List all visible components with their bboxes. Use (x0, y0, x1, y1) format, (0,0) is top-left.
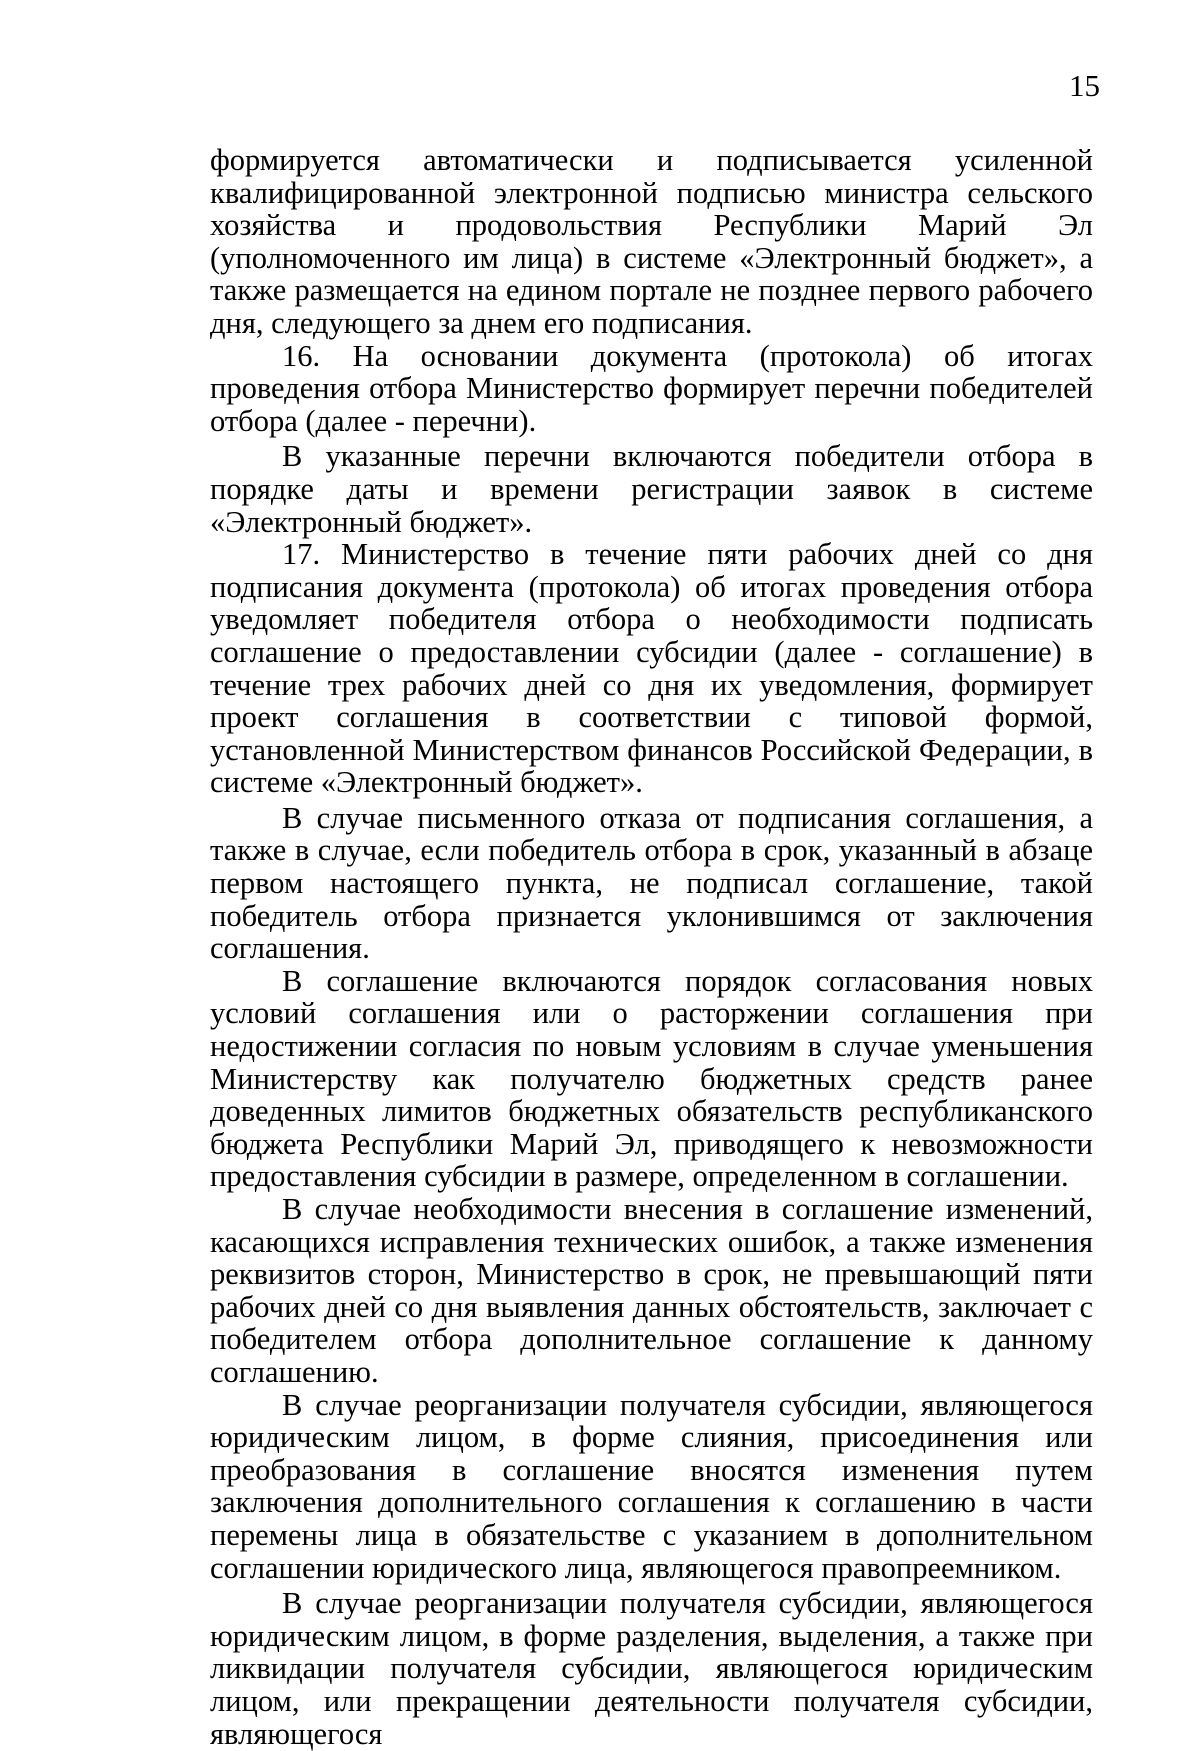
paragraph-reorganization-merger: В случае реорганизации получателя субсидии, являющегося юридическим лицом, в форме слияния, присоединения или преобразования в соглашение вносятся изменения путем заключения дополнительного соглашения к соглашению в части перемены лица в обязательстве с указанием в дополнительном соглашении юридического лица, являющегося правопреемником. (210, 1387, 1093, 1585)
paragraph-refusal: В случае письменного отказа от подписания соглашения, а также в случае, если победитель отбора в срок, указанный в абзаце первом настоящего пункта, не подписал соглашение, такой победитель отбора признается уклонившимся от заключения соглашения. (210, 800, 1093, 966)
paragraph-item-17: 17. Министерство в течение пяти рабочих дней со дня подписания документа (протокола) об итогах проведения отбора уведомляет победителя отбора о необходимости подписать соглашение о предоставлении субсидии (далее - соглашение) в течение трех рабочих дней со дня их уведомления, формирует проект соглашения в соответствии с типовой формой, установленной Министерством финансов Российской Федерации, в системе «Электронный бюджет». (210, 537, 1093, 800)
paragraph-winners-list: В указанные перечни включаются победители отбора в порядке даты и времени регистрации заявок в системе «Электронный бюджет». (210, 439, 1093, 539)
paragraph-amendments: В случае необходимости внесения в соглашение изменений, касающихся исправления технических ошибок, а также изменения реквизитов сторон, Министерство в срок, не превышающий пяти рабочих дней со дня выявления данных обстоятельств, заключает с победителем отбора дополнительное соглашение к данному соглашению. (210, 1192, 1093, 1389)
paragraph-item-16: 16. На основании документа (протокола) об итогах проведения отбора Министерство формирует перечни победителей отбора (далее - перечни). (210, 338, 1093, 438)
paragraph-reorganization-division: В случае реорганизации получателя субсидии, являющегося юридическим лицом, в форме разделения, выделения, а также при ликвидации получателя субсидии, являющегося юридическим лицом, или прекращении деятельности получателя субсидии, являющегося (210, 1586, 1093, 1751)
document-body (210, 144, 1093, 1750)
page-number: 15 (1069, 68, 1100, 103)
paragraph-agreement-terms: В соглашение включаются порядок согласования новых условий соглашения или о расторжении соглашения при недостижении согласия по новым условиям в случае уменьшения Министерству как получателю бюджетных средств ранее доведенных лимитов бюджетных обязательств республиканского бюджета Республики Марий Эл, приводящего к невозможности предоставления субсидии в размере, определенном в соглашении. (210, 963, 1093, 1194)
paragraph-continuation: формируется автоматически и подписывается усиленной квалифицированной электронной подписью министра сельского хозяйства и продовольствия Республики Марий Эл (уполномоченного им лица) в системе «Электронный бюджет», а также размещается на едином портале не позднее первого рабочего дня, следующего за днем его подписания. (210, 143, 1093, 340)
